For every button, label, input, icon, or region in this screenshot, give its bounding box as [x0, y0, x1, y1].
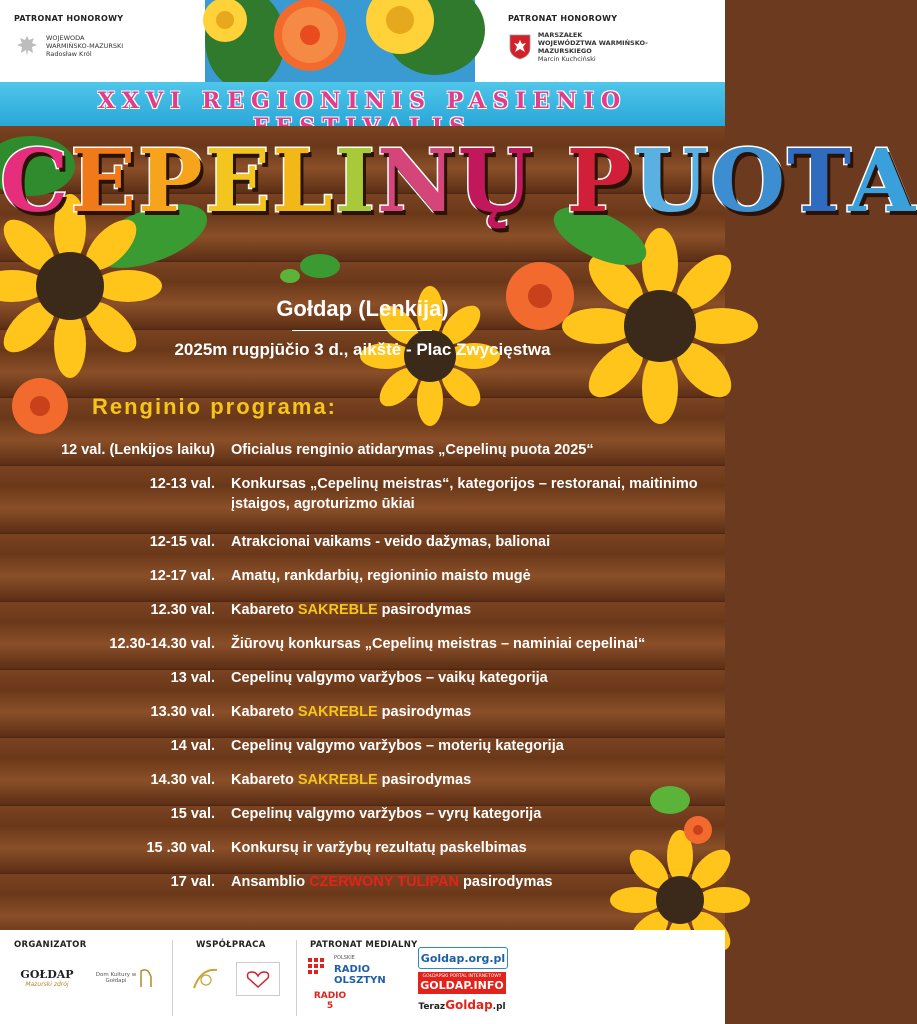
top-flowers-decoration: [205, 0, 475, 82]
program-description: Amatų, rankdarbių, regioninio maisto mugė: [231, 568, 531, 584]
program-time: 13 val.: [170, 670, 215, 686]
program-time: 14 val.: [170, 738, 215, 754]
event-date: 2025m rugpjūčio 3 d., aikštė - Plac Zwycięstwa: [174, 340, 551, 359]
goldap-org-logo: Goldap.org.pl: [418, 947, 508, 969]
title-letter: N: [376, 131, 458, 232]
media-patron-label: PATRONAT MEDIALNY: [310, 940, 418, 950]
program-time: 12-15 val.: [149, 534, 215, 550]
title-letter: A: [848, 131, 917, 232]
title-letter: E: [204, 131, 273, 232]
title-letter: L: [272, 131, 335, 232]
radio5-logo: RADIO 5: [313, 991, 347, 1011]
title-letter: P: [566, 131, 634, 232]
patron-line-2: WOJEWÓDZTWA WARMIŃSKO-MAZURSKIEGO: [537, 39, 648, 55]
patron-line-1: MARSZAŁEK: [537, 31, 583, 39]
title-letter: Ų: [457, 131, 535, 232]
cooperation-logo-1: [186, 962, 226, 994]
program-description: Konkursų ir varžybų rezultatų paskelbimas: [231, 840, 527, 856]
teraz-goldap-logo: TerazGoldap.pl: [418, 998, 506, 1012]
program-description: Konkursas „Cepelinų meistras“, kategorijos – restoranai, maitinimo įstaigos, agroturizmo ūkiai: [231, 476, 698, 512]
goldap-info-logo: GOŁDAPSKI PORTAL INTERNETOWY GOLDAP.INFO: [418, 972, 506, 994]
honorary-patron-marshal: [508, 14, 688, 63]
footer-divider: [296, 940, 297, 1016]
event-title: [0, 131, 917, 232]
title-letter: E: [70, 131, 139, 232]
program-time: 12.30-14.30 val.: [109, 636, 215, 652]
patron-label: PATRONAT HONOROWY: [14, 14, 124, 23]
title-letter: U: [633, 131, 711, 232]
honorary-patron-voivode: [14, 14, 194, 61]
program-time: 15 .30 val.: [146, 840, 215, 856]
program-time: 13.30 val.: [150, 704, 215, 720]
patron-line-3: Radosław Król: [46, 50, 92, 58]
festival-title: XXVI REGIONINIS PASIENIO: [97, 88, 628, 114]
program-description: Kabareto SAKREBLE pasirodymas: [231, 602, 472, 618]
footer-divider: [172, 940, 173, 1016]
program-description: Žiūrovų konkursas „Cepelinų meistras – naminiai cepelinai“: [231, 636, 646, 652]
program-time: 12 val. (Lenkijos laiku): [61, 442, 215, 458]
program-description: Cepelinų valgymo varžybos – vyrų kategorija: [231, 806, 542, 822]
program-description: Kabareto SAKREBLE pasirodymas: [231, 704, 472, 720]
harp-icon: [138, 967, 154, 989]
performer-highlight: SAKREBLE: [297, 704, 378, 720]
program-description: Cepelinų valgymo varžybos – vaikų kategorija: [231, 670, 548, 686]
radio-olsztyn-logo: POLSKIE RADIO OLSZTYN: [308, 952, 398, 986]
goldap-logo: GOŁDAP Mazurski zdrój: [20, 968, 74, 988]
title-letter: T: [787, 131, 849, 232]
title-letter: O: [710, 131, 788, 232]
dom-kultury-logo: Dom Kultury w Gołdapi: [88, 962, 160, 994]
radio-grid-icon: [308, 958, 330, 980]
eagle-emblem-icon: [14, 31, 40, 61]
title-letter: I: [334, 131, 377, 232]
program-time: 12-13 val.: [149, 476, 215, 492]
program-description: Atrakcionai vaikams - veido dažymas, balionai: [231, 534, 551, 550]
patron-line-3: Marcin Kuchciński: [537, 55, 596, 63]
performer-highlight: CZERWONY TULIPAN: [309, 874, 459, 890]
event-location: Gołdap (Lenkija): [276, 296, 449, 321]
program-time: 12.30 val.: [150, 602, 215, 618]
cooperation-label: WSPÓŁPRACA: [196, 940, 266, 950]
title-letter: [535, 131, 567, 232]
program-time: 17 val.: [170, 874, 215, 890]
location-underline: [292, 330, 432, 331]
title-letter: P: [138, 131, 205, 232]
program-title: Renginio programa:: [92, 394, 338, 419]
patron-line-1: WOJEWODA: [46, 34, 85, 42]
program-description: Cepelinų valgymo varžybos – moterių kategorija: [231, 738, 564, 754]
performer-highlight: SAKREBLE: [297, 602, 378, 618]
organizer-label: ORGANIZATOR: [14, 940, 87, 950]
program-description: Ansamblio CZERWONY TULIPAN pasirodymas: [231, 874, 553, 890]
program-time: 15 val.: [170, 806, 215, 822]
program-time: 14.30 val.: [150, 772, 215, 788]
patron-label: PATRONAT HONOROWY: [508, 14, 618, 23]
patron-line-2: WARMIŃSKO-MAZURSKI: [46, 42, 124, 50]
program-time: 12-17 val.: [149, 568, 215, 584]
coat-of-arms-icon: [508, 32, 532, 62]
performer-highlight: SAKREBLE: [297, 772, 378, 788]
program-description: Oficialus renginio atidarymas „Cepelinų puota 2025“: [231, 442, 594, 458]
program-description: Kabareto SAKREBLE pasirodymas: [231, 772, 472, 788]
title-letter: C: [0, 131, 71, 232]
cooperation-logo-2: [236, 962, 280, 996]
